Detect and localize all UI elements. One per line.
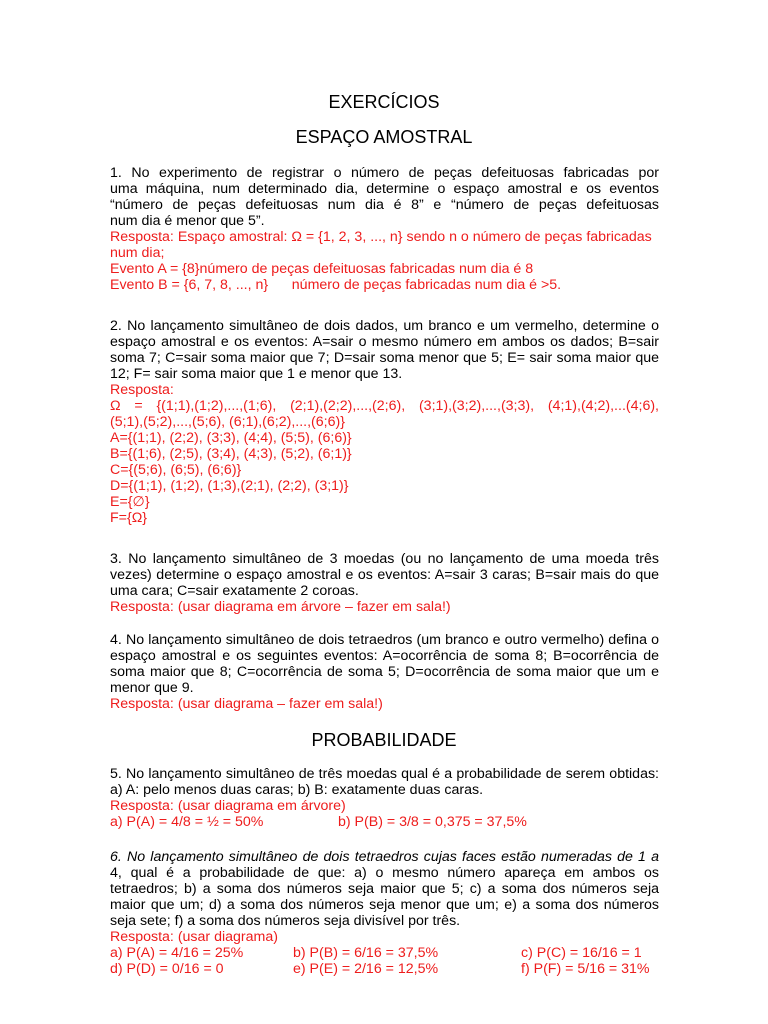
answer-label: Resposta: (usar diagrama) xyxy=(110,929,278,945)
question-text-line: espaço amostral e os seguintes eventos: A=ocorrência de soma 8; B=ocorrência de xyxy=(110,648,659,664)
question-text-line: a) A: pelo menos duas caras; b) B: exatamente duas caras. xyxy=(110,782,484,798)
question-6 xyxy=(110,849,659,945)
question-text-line: espaço amostral e os eventos: A=sair o mesmo número em ambos os dados; B=sair xyxy=(110,334,659,350)
result-c: c) P(C) = 16/16 = 1 xyxy=(521,945,642,961)
question-text-line: uma cara; C=sair exatamente 2 coroas. xyxy=(110,583,359,599)
question-5 xyxy=(110,766,659,814)
answer-label: Resposta: (usar diagrama em árvore) xyxy=(110,798,346,814)
result-d: d) P(D) = 0/16 = 0 xyxy=(110,961,224,977)
answer-line: Resposta: (usar diagrama em árvore – fazer em sala!) xyxy=(110,599,451,615)
question-text-line: 4. No lançamento simultâneo de dois tetraedros (um branco e outro vermelho) defina o xyxy=(110,632,659,648)
answer-line: D={(1;1), (1;2), (1;3),(2;1), (2;2), (3;1)} xyxy=(110,478,349,494)
result-b: b) P(B) = 3/8 = 0,375 = 37,5% xyxy=(338,814,527,830)
result-b: b) P(B) = 6/16 = 37,5% xyxy=(293,945,439,961)
answer-line: F={Ω} xyxy=(110,510,148,526)
question-text-line: 2. No lançamento simultâneo de dois dados, um branco e um vermelho, determine o xyxy=(110,318,659,334)
question-italic-line: 6. No lançamento simultâneo de dois tetraedros cujas faces estão numeradas de 1 a xyxy=(110,849,659,865)
question-text-line: maior que um; d) a soma dos números seja menor que um; e) a soma dos números xyxy=(110,897,659,913)
answer-line: B={(1;6), (2;5), (3;4), (4;3), (5;2), (6;1)} xyxy=(110,446,352,462)
heading-espaco-amostral: ESPAÇO AMOSTRAL xyxy=(295,127,473,147)
question-text-line: num dia é menor que 5”. xyxy=(110,213,265,229)
answer-line: Resposta: (usar diagrama – fazer em sala!) xyxy=(110,696,383,712)
answer-line: Resposta: Espaço amostral: Ω = {1, 2, 3, ..., n} sendo n o número de peças fabricadas xyxy=(110,229,652,245)
question-text-line: menor que 9. xyxy=(110,680,194,696)
question-text-line: “número de peças defeituosas num dia é 8” e “número de peças defeituosas xyxy=(110,197,659,213)
question-text-line: 12; F= sair soma maior que 1 e menor que 13. xyxy=(110,366,403,382)
question-3 xyxy=(110,551,659,615)
question-4 xyxy=(110,632,659,712)
result-e: e) P(E) = 2/16 = 12,5% xyxy=(293,961,439,977)
answer-line: C={(5;6), (6;5), (6;6)} xyxy=(110,462,242,478)
answer-line: A={(1;1), (2;2), (3;3), (4;4), (5;5), (6;6)} xyxy=(110,430,352,446)
question-text-line: soma 7; C=sair soma maior que 7; D=sair soma menor que 5; E= sair soma maior que xyxy=(110,350,659,366)
answer-line: Resposta: xyxy=(110,382,174,398)
question-text-line: 1. No experimento de registrar o número de peças defeituosas fabricadas por xyxy=(110,165,659,181)
result-f: f) P(F) = 5/16 = 31% xyxy=(521,961,650,977)
answer-line: Ω = {(1;1),(1;2),...,(1;6), (2;1),(2;2),...,(2;6), (3;1),(3;2),...,(3;3), (4;1),(4;2),...(4;6), xyxy=(110,398,659,414)
q6-results-row-2 xyxy=(110,961,670,977)
answer-line: Evento A = {8}número de peças defeituosas fabricadas num dia é 8 xyxy=(110,261,534,277)
question-1 xyxy=(110,165,659,293)
question-text-line: seja sete; f) a soma dos números seja divisível por três. xyxy=(110,913,461,929)
q6-results-row-1 xyxy=(110,945,670,961)
answer-line: (5;1),(5;2),...,(5;6), (6;1),(6;2),...,(6;6)} xyxy=(110,414,345,430)
question-2 xyxy=(110,318,659,526)
question-text-line: tetraedros; b) a soma dos números seja maior que 5; c) a soma dos números seja xyxy=(110,881,659,897)
answer-line: E={∅} xyxy=(110,494,150,510)
answer-line: num dia; xyxy=(110,245,165,261)
question-text-line: soma maior que 8; C=ocorrência de soma 5; D=ocorrência de soma maior que um e xyxy=(110,664,659,680)
question-text-line: uma máquina, num determinado dia, determine o espaço amostral e os eventos xyxy=(110,181,659,197)
result-a: a) P(A) = 4/16 = 25% xyxy=(110,945,244,961)
question-text-line: 4, qual é a probabilidade de que: a) o mesmo número apareça em ambos os xyxy=(110,865,659,881)
answer-line: Evento B = {6, 7, 8, ..., n} número de peças fabricadas num dia é >5. xyxy=(110,277,562,293)
heading-probabilidade: PROBABILIDADE xyxy=(311,730,457,750)
question-text-line: 5. No lançamento simultâneo de três moedas qual é a probabilidade de serem obtidas: xyxy=(110,766,659,782)
result-a: a) P(A) = 4/8 = ½ = 50% xyxy=(110,814,264,830)
heading-exercicios: EXERCÍCIOS xyxy=(328,92,440,112)
question-text-line: 3. No lançamento simultâneo de 3 moedas (ou no lançamento de uma moeda três xyxy=(110,551,659,567)
question-text-line: vezes) determine o espaço amostral e os eventos: A=sair 3 caras; B=sair mais do que xyxy=(110,567,659,583)
q5-results-row xyxy=(110,814,670,830)
